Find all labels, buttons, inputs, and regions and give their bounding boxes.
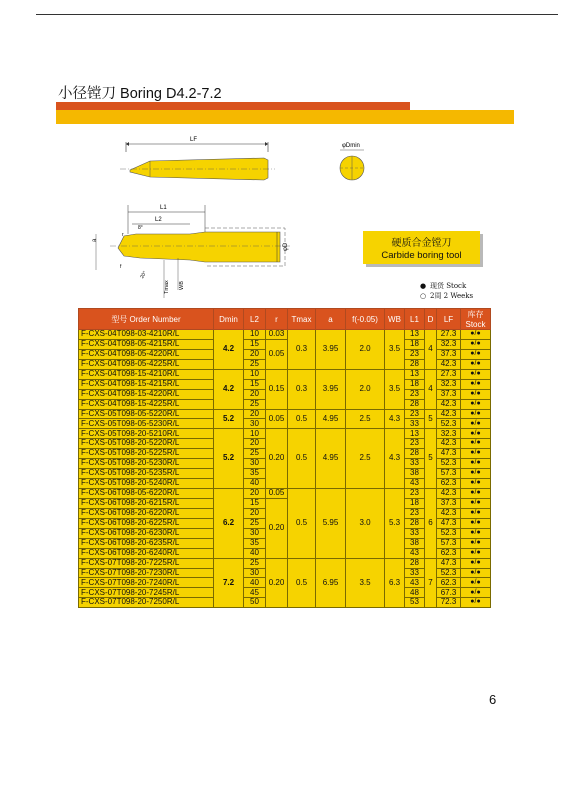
cell-stock: ●/●: [461, 449, 491, 459]
cell-stock: ●/●: [461, 439, 491, 449]
cell-l2: 25: [244, 359, 266, 369]
cell-l1: 23: [405, 489, 425, 499]
cell-a: 3.95: [316, 369, 346, 409]
cell-wb: 5.3: [385, 489, 405, 559]
cell-l2: 25: [244, 518, 266, 528]
cell-tmax: 0.3: [288, 369, 316, 409]
cell-l1: 23: [405, 389, 425, 399]
cell-l1: 43: [405, 479, 425, 489]
cell-tmax: 0.5: [288, 558, 316, 608]
cell-stock: ●/●: [461, 349, 491, 359]
cell-l2: 20: [244, 508, 266, 518]
cell-lf: 72.3: [437, 598, 461, 608]
cell-r: 0.05: [266, 489, 288, 499]
cell-stock: ●/●: [461, 399, 491, 409]
header-bar-red: [56, 102, 410, 110]
cell-l2: 30: [244, 459, 266, 469]
cell-l1: 28: [405, 518, 425, 528]
cell-d: 4: [425, 369, 437, 409]
cell-l1: 33: [405, 568, 425, 578]
cell-lf: 62.3: [437, 578, 461, 588]
cell-dmin: 5.2: [214, 429, 244, 489]
cell-order-number: F-CXS-07T098-20-7225R/L: [79, 558, 214, 568]
cell-a: 4.95: [316, 409, 346, 429]
cell-order-number: F-CXS-05T098-20-5240R/L: [79, 479, 214, 489]
cell-f: 2.0: [346, 330, 385, 370]
cell-l1: 48: [405, 588, 425, 598]
cell-l2: 10: [244, 330, 266, 340]
cell-lf: 32.3: [437, 429, 461, 439]
cell-order-number: F-CXS-05T098-20-5235R/L: [79, 469, 214, 479]
cell-tmax: 0.5: [288, 409, 316, 429]
cell-lf: 27.3: [437, 330, 461, 340]
table-row: [79, 330, 491, 340]
cell-order-number: F-CXS-04T098-05-4225R/L: [79, 359, 214, 369]
cell-lf: 42.3: [437, 489, 461, 499]
cell-a: 4.95: [316, 429, 346, 489]
cell-stock: ●/●: [461, 578, 491, 588]
tool-drawings: [80, 130, 410, 300]
tool-end-view: [340, 143, 364, 180]
cell-lf: 32.3: [437, 379, 461, 389]
cell-stock: ●/●: [461, 538, 491, 548]
cell-l1: 33: [405, 528, 425, 538]
cell-order-number: F-CXS-07T098-20-7230R/L: [79, 568, 214, 578]
col-dmin: Dmin: [214, 309, 244, 330]
dim-f-label: f: [120, 264, 122, 270]
cell-lf: 42.3: [437, 399, 461, 409]
cell-stock: ●/●: [461, 489, 491, 499]
cell-stock: ●/●: [461, 369, 491, 379]
spec-table: [78, 308, 491, 608]
cell-stock: ●/●: [461, 558, 491, 568]
cell-l1: 33: [405, 459, 425, 469]
cell-stock: ●/●: [461, 389, 491, 399]
cell-lf: 42.3: [437, 508, 461, 518]
cell-l2: 40: [244, 578, 266, 588]
cell-order-number: F-CXS-06T098-20-6230R/L: [79, 528, 214, 538]
cell-order-number: F-CXS-04T098-15-4210R/L: [79, 369, 214, 379]
cell-lf: 52.3: [437, 528, 461, 538]
cell-lf: 42.3: [437, 359, 461, 369]
cell-dmin: 6.2: [214, 489, 244, 559]
cell-stock: ●/●: [461, 469, 491, 479]
cell-l1: 13: [405, 330, 425, 340]
page-number: 6: [489, 692, 497, 707]
cell-lf: 42.3: [437, 409, 461, 419]
cell-l2: 20: [244, 409, 266, 419]
material-label-en: Carbide boring tool: [381, 250, 462, 261]
cell-l1: 13: [405, 429, 425, 439]
cell-dmin: 4.2: [214, 330, 244, 370]
dim-a-label: a: [92, 238, 98, 242]
cell-r: 0.05: [266, 339, 288, 369]
cell-lf: 47.3: [437, 518, 461, 528]
cell-d: 6: [425, 489, 437, 559]
cell-order-number: F-CXS-04T098-15-4215R/L: [79, 379, 214, 389]
col-l1: L1: [405, 309, 425, 330]
cell-order-number: F-CXS-06T098-20-6235R/L: [79, 538, 214, 548]
cell-l1: 53: [405, 598, 425, 608]
cell-order-number: F-CXS-04T098-15-4220R/L: [79, 389, 214, 399]
cell-r: 0.20: [266, 498, 288, 558]
cell-l1: 28: [405, 449, 425, 459]
cell-dmin: 5.2: [214, 409, 244, 429]
cell-l1: 18: [405, 379, 425, 389]
cell-order-number: F-CXS-06T098-20-6215R/L: [79, 498, 214, 508]
cell-order-number: F-CXS-06T098-20-6240R/L: [79, 548, 214, 558]
cell-l2: 20: [244, 489, 266, 499]
cell-lf: 47.3: [437, 558, 461, 568]
header-bar-yellow: [56, 110, 514, 124]
cell-d: 5: [425, 429, 437, 489]
dim-lf-label: LF: [190, 137, 198, 143]
cell-l1: 23: [405, 508, 425, 518]
cell-lf: 37.3: [437, 498, 461, 508]
cell-f: 2.0: [346, 369, 385, 409]
cell-tmax: 0.5: [288, 489, 316, 559]
cell-order-number: F-CXS-05T098-20-5210R/L: [79, 429, 214, 439]
dim-angle2-label: 20°: [139, 270, 149, 280]
dim-l2-label: L2: [155, 217, 162, 223]
top-rule: [36, 14, 558, 15]
cell-f: 3.0: [346, 489, 385, 559]
col-f: f(-0.05): [346, 309, 385, 330]
cell-stock: ●/●: [461, 548, 491, 558]
cell-l2: 40: [244, 479, 266, 489]
col-wb: WB: [385, 309, 405, 330]
cell-order-number: F-CXS-04T098-15-4225R/L: [79, 399, 214, 409]
cell-l2: 30: [244, 419, 266, 429]
cell-lf: 27.3: [437, 369, 461, 379]
cell-order-number: F-CXS-07T098-20-7240R/L: [79, 578, 214, 588]
cell-lf: 32.3: [437, 339, 461, 349]
cell-stock: ●/●: [461, 508, 491, 518]
cell-a: 5.95: [316, 489, 346, 559]
cell-l1: 28: [405, 558, 425, 568]
cell-order-number: F-CXS-05T098-20-5225R/L: [79, 449, 214, 459]
cell-l2: 10: [244, 369, 266, 379]
cell-stock: ●/●: [461, 379, 491, 389]
cell-stock: ●/●: [461, 330, 491, 340]
cell-order-number: F-CXS-07T098-20-7245R/L: [79, 588, 214, 598]
cell-lf: 37.3: [437, 349, 461, 359]
cell-order-number: F-CXS-06T098-05-6220R/L: [79, 489, 214, 499]
cell-l1: 28: [405, 399, 425, 409]
col-a: a: [316, 309, 346, 330]
cell-l2: 15: [244, 339, 266, 349]
cell-lf: 52.3: [437, 568, 461, 578]
dim-wb-label: WB: [179, 281, 185, 290]
cell-l2: 25: [244, 399, 266, 409]
table-row: [79, 429, 491, 439]
cell-lf: 52.3: [437, 459, 461, 469]
cell-l2: 20: [244, 439, 266, 449]
cell-l1: 18: [405, 339, 425, 349]
cell-wb: 4.3: [385, 409, 405, 429]
cell-l2: 25: [244, 449, 266, 459]
dim-l1-label: L1: [160, 205, 167, 211]
cell-tmax: 0.5: [288, 429, 316, 489]
stock-legend: [420, 281, 473, 301]
cell-l2: 10: [244, 429, 266, 439]
cell-order-number: F-CXS-05T098-05-5230R/L: [79, 419, 214, 429]
cell-tmax: 0.3: [288, 330, 316, 370]
cell-order-number: F-CXS-04T098-05-4220R/L: [79, 349, 214, 359]
col-l2: L2: [244, 309, 266, 330]
material-label: [363, 231, 480, 264]
cell-a: 3.95: [316, 330, 346, 370]
cell-order-number: F-CXS-05T098-20-5220R/L: [79, 439, 214, 449]
cell-stock: ●/●: [461, 498, 491, 508]
cell-l2: 15: [244, 498, 266, 508]
cell-order-number: F-CXS-05T098-05-5220R/L: [79, 409, 214, 419]
col-tmax: Tmax: [288, 309, 316, 330]
cell-d: 5: [425, 409, 437, 429]
cell-stock: ●/●: [461, 598, 491, 608]
cell-l2: 30: [244, 528, 266, 538]
cell-order-number: F-CXS-06T098-20-6225R/L: [79, 518, 214, 528]
cell-l2: 20: [244, 389, 266, 399]
col-stock: 库存Stock: [461, 309, 491, 330]
cell-lf: 57.3: [437, 538, 461, 548]
dim-tmax-label: Tmax: [164, 280, 170, 294]
cell-lf: 47.3: [437, 449, 461, 459]
cell-d: 4: [425, 330, 437, 370]
cell-stock: ●/●: [461, 359, 491, 369]
cell-dmin: 7.2: [214, 558, 244, 608]
dim-angle-label: 8°: [138, 225, 143, 231]
cell-stock: ●/●: [461, 459, 491, 469]
cell-d: 7: [425, 558, 437, 608]
cell-r: 0.20: [266, 429, 288, 489]
cell-order-number: F-CXS-04T098-03-4210R/L: [79, 330, 214, 340]
cell-l2: 30: [244, 568, 266, 578]
table-row: [79, 409, 491, 419]
cell-l2: 40: [244, 548, 266, 558]
cell-lf: 62.3: [437, 479, 461, 489]
col-d: D: [425, 309, 437, 330]
cell-l1: 43: [405, 578, 425, 588]
cell-order-number: F-CXS-04T098-05-4215R/L: [79, 339, 214, 349]
cell-wb: 3.5: [385, 330, 405, 370]
cell-l2: 15: [244, 379, 266, 389]
col-order-number: 型号 Order Number: [79, 309, 214, 330]
cell-f: 2.5: [346, 409, 385, 429]
cell-dmin: 4.2: [214, 369, 244, 409]
cell-r: 0.03: [266, 330, 288, 340]
cell-l1: 33: [405, 419, 425, 429]
cell-lf: 52.3: [437, 419, 461, 429]
cell-stock: ●/●: [461, 339, 491, 349]
table-row: [79, 369, 491, 379]
cell-wb: 6.3: [385, 558, 405, 608]
cell-l1: 38: [405, 469, 425, 479]
table-row: [79, 558, 491, 568]
cell-stock: ●/●: [461, 419, 491, 429]
col-lf: LF: [437, 309, 461, 330]
cell-stock: ●/●: [461, 588, 491, 598]
tool-side-view: [120, 137, 275, 180]
tool-detail-view: [92, 205, 290, 298]
cell-f: 2.5: [346, 429, 385, 489]
page-title: 小径镗刀 Boring D4.2-7.2: [58, 86, 222, 102]
cell-stock: ●/●: [461, 429, 491, 439]
cell-a: 6.95: [316, 558, 346, 608]
cell-lf: 57.3: [437, 469, 461, 479]
cell-l2: 20: [244, 349, 266, 359]
cell-l1: 28: [405, 359, 425, 369]
legend-item-2weeks: ○ 2周 2 Weeks: [420, 292, 474, 300]
cell-l1: 38: [405, 538, 425, 548]
dim-r-label: r: [122, 232, 124, 238]
dim-dmin-label: φDmin: [342, 143, 360, 149]
cell-wb: 3.5: [385, 369, 405, 409]
cell-order-number: F-CXS-07T098-20-7250R/L: [79, 598, 214, 608]
cell-l1: 23: [405, 409, 425, 419]
cell-stock: ●/●: [461, 479, 491, 489]
cell-l1: 13: [405, 369, 425, 379]
cell-stock: ●/●: [461, 568, 491, 578]
cell-l1: 43: [405, 548, 425, 558]
cell-l2: 45: [244, 588, 266, 598]
cell-l1: 23: [405, 349, 425, 359]
cell-order-number: F-CXS-05T098-20-5230R/L: [79, 459, 214, 469]
table-row: [79, 489, 491, 499]
cell-l2: 25: [244, 558, 266, 568]
cell-f: 3.5: [346, 558, 385, 608]
col-r: r: [266, 309, 288, 330]
cell-r: 0.20: [266, 558, 288, 608]
cell-l2: 35: [244, 538, 266, 548]
cell-stock: ●/●: [461, 409, 491, 419]
cell-lf: 62.3: [437, 548, 461, 558]
spec-table-header: [79, 309, 491, 330]
material-label-zh: 硬质合金镗刀: [391, 238, 452, 249]
cell-lf: 37.3: [437, 389, 461, 399]
cell-wb: 4.3: [385, 429, 405, 489]
cell-l1: 18: [405, 498, 425, 508]
cell-r: 0.05: [266, 409, 288, 429]
cell-r: 0.15: [266, 369, 288, 409]
cell-l1: 23: [405, 439, 425, 449]
cell-lf: 67.3: [437, 588, 461, 598]
cell-l2: 35: [244, 469, 266, 479]
cell-lf: 42.3: [437, 439, 461, 449]
legend-item-stock: ● 现货 Stock: [420, 282, 467, 290]
cell-order-number: F-CXS-06T098-20-6220R/L: [79, 508, 214, 518]
cell-stock: ●/●: [461, 518, 491, 528]
cell-stock: ●/●: [461, 528, 491, 538]
cell-l2: 50: [244, 598, 266, 608]
dim-d-label: φD: [283, 242, 289, 251]
